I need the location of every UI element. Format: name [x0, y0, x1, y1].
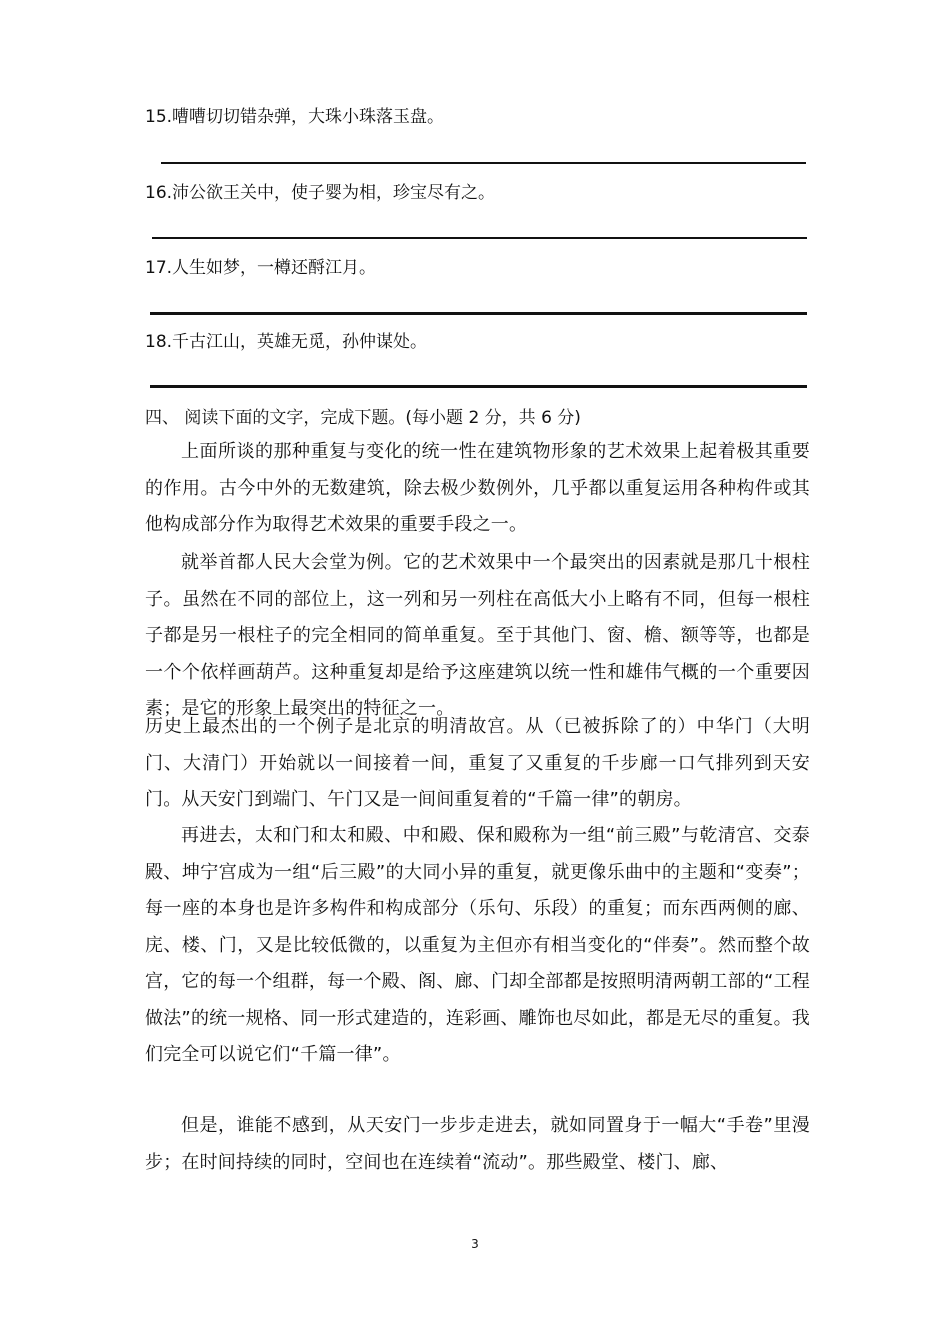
- answer-line-16[interactable]: [152, 237, 807, 239]
- page-number: 3: [471, 1237, 479, 1251]
- question-16: [145, 181, 495, 205]
- passage-paragraph-2: 就举首都人民大会堂为例。它的艺术效果中一个最突出的因素就是那几十根柱子。虽然在不同的部位上，这一列和另一列柱在高低大小上略有不同，但每一根柱子都是另一根柱子的完全相同的简单重复。至于其他门、窗、檐、额等等，也都是一个个依样画葫芦。这种重复却是给予这座建筑以统一性和雄伟气概的一个重要因素；是它的形象上最突出的特征之一。: [145, 552, 810, 719]
- answer-line-15[interactable]: [161, 162, 806, 164]
- question-number: 16.: [145, 183, 173, 203]
- question-text: 千古江山，英雄无觅，孙仲谋处。: [172, 332, 428, 352]
- passage-paragraph-5: 但是，谁能不感到，从天安门一步步走进去，就如同置身于一幅大“手卷”里漫步；在时间持续的同时，空间也在连续着“流动”。那些殿堂、楼门、廊、: [145, 1115, 810, 1173]
- question-text: 沛公欲王关中，使子婴为相，珍宝尽有之。: [172, 183, 496, 203]
- question-number: 18.: [145, 332, 173, 352]
- question-number: 15.: [145, 107, 173, 127]
- section-heading: 四、 阅读下面的文字，完成下题。(每小题 2 分，共 6 分): [145, 408, 581, 428]
- passage-paragraph-1: 上面所谈的那种重复与变化的统一性在建筑物形象的艺术效果上起着极其重要的作用。古今中外的无数建筑，除去极少数例外，几乎都以重复运用各种构件或其他构成部分作为取得艺术效果的重要手段之一。: [145, 441, 810, 535]
- answer-line-17[interactable]: [150, 312, 807, 315]
- question-15: [145, 105, 444, 129]
- passage-paragraph-3: 历史上最杰出的一个例子是北京的明清故宫。从（已被拆除了的）中华门（大明门、大清门）开始就以一间接着一间，重复了又重复的千步廊一口气排列到天安门。从天安门到端门、午门又是一间间重复着的“千篇一律”的朝房。: [145, 716, 810, 810]
- question-text: 人生如梦，一樽还酹江月。: [172, 258, 377, 278]
- question-17: [145, 256, 376, 280]
- question-18: [145, 330, 427, 354]
- passage-paragraph-4: 再进去，太和门和太和殿、中和殿、保和殿称为一组“前三殿”与乾清宫、交泰殿、坤宁宫成为一组“后三殿”的大同小异的重复，就更像乐曲中的主题和“变奏”；每一座的本身也是许多构件和构成部分（乐句、乐段）的重复；而东西两侧的廊、庑、楼、门，又是比较低微的，以重复为主但亦有相当变化的“伴奏”。然而整个故宫，它的每一个组群，每一个殿、阁、廊、门却全部都是按照明清两朝工部的“工程做法”的统一规格、同一形式建造的，连彩画、雕饰也尽如此，都是无尽的重复。我们完全可以说它们“千篇一律”。: [145, 825, 810, 1065]
- question-text: 嘈嘈切切错杂弹，大珠小珠落玉盘。: [172, 107, 445, 127]
- question-number: 17.: [145, 258, 173, 278]
- answer-line-18[interactable]: [150, 385, 807, 388]
